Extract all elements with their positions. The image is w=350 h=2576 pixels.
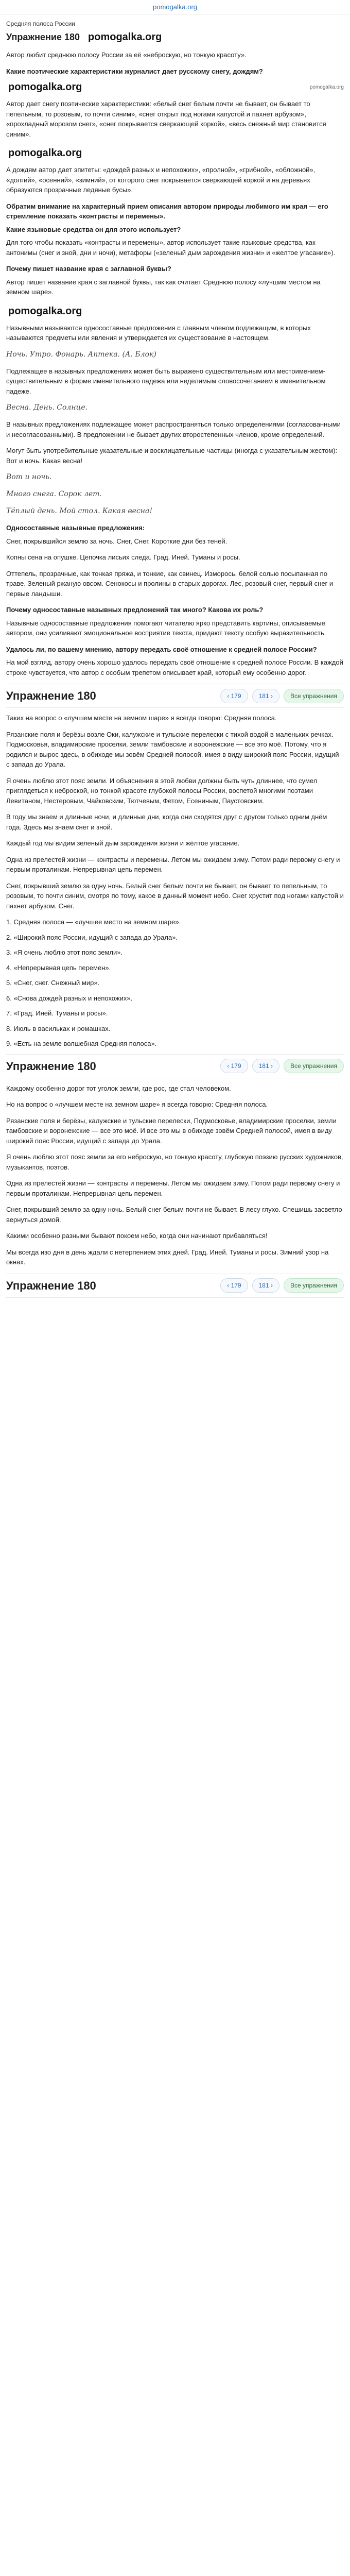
paragraph: Рязанские поля и берёзы, калужские и тульские перелески, Подмосковье, владимирские проселки, земли тамбовские и воронежские — все это моё. И все это мы в обиходе зовём Средней полосой, имея в виду широкий пояс России, идущий с запада до Урала.: [6, 1116, 337, 1145]
paragraph: Снег, покрывшийся землю за ночь. Снег, Снег. Короткие дни без теней.: [6, 537, 227, 545]
question: Удалось ли, по вашему мнению, автору передать своё отношение к средней полосе России?: [6, 645, 317, 653]
next-button[interactable]: [252, 1059, 279, 1073]
paragraph: Я очень люблю этот пояс земли. И объяснения в этой любви должны быть чуть длиннее, что сумел приглядеться к неброской, но тонкой красоте глубокой полосы России, воспетой многими поэтами Левитаном, Нестеровым, Чайковским, Тютчевым, Фетом, Есениным, Паустовским.: [6, 776, 318, 805]
next-button[interactable]: [252, 689, 279, 703]
paragraph: Одна из прелестей жизни — контрасты и перемены. Летом мы ожидаем зиму. Потом ради первому снегу и первым проталинам. Непрерывная цепь перемен.: [6, 855, 340, 873]
question: Почему односоставные назывных предложений так много? Какова их роль?: [6, 606, 264, 614]
question: Почему пишет название края с заглавной буквы?: [6, 265, 171, 273]
exercise-nav-label: Упражнение 180: [6, 1279, 96, 1292]
chevron-left-icon: ‹: [227, 1282, 230, 1289]
watermark: pomogalka.org: [8, 305, 82, 317]
all-exercises-button[interactable]: Все упражнения: [284, 689, 344, 703]
paragraph: Могут быть употребительные указательные и восклицательные частицы (иногда с указательным жестом): Вот и ночь. Какая весна!: [6, 447, 338, 465]
prev-label: 179: [231, 692, 241, 700]
question: Какие языковые средства он для этого использует?: [6, 225, 181, 233]
question: Односоставные назывные предложения:: [6, 524, 145, 532]
exercise-nav: [6, 1274, 344, 1298]
paragraph: Одна из прелестей жизни — контрасты и перемены. Летом мы ожидаем зиму. Потом ради первому снегу и первым проталинам. Непрерывная цепь перемен.: [6, 1179, 340, 1197]
chevron-left-icon: ‹: [227, 1062, 230, 1070]
next-button[interactable]: [252, 1278, 279, 1293]
example-phrase: Много снега. Сорок лет.: [6, 490, 102, 498]
list-item: 3. «Я очень люблю этот пояс земли».: [6, 948, 123, 956]
example-phrase: Весна. День. Солнце.: [6, 403, 88, 412]
paragraph: Какими особенно разными бывают покоем небо, когда они начинают прибавляться!: [6, 1232, 268, 1240]
watermark-small: pomogalka.org: [309, 84, 344, 90]
paragraph: Копны сена на опушке. Цепочка лисьих следа. Град. Иней. Туманы и росы.: [6, 553, 240, 561]
chevron-right-icon: ›: [270, 1062, 273, 1070]
paragraph: Для того чтобы показать «контрасты и перемены», автор использует такие языковые средства, как антонимы (снег и зной, дни и ночи), метафоры («зеленый дым зарождения жизни» и «желтое угасание»).: [6, 239, 336, 257]
paragraph: Назывными называются односоставные предложения с главным членом подлежащим, в которых называются предметы или явления и утверждается их существование в настоящем.: [6, 324, 311, 342]
chevron-left-icon: ‹: [227, 692, 230, 700]
paragraph: Но на вопрос о «лучшем месте на земном шаре» я всегда говорю: Средняя полоса.: [6, 1100, 268, 1108]
prev-label: 179: [231, 1282, 241, 1289]
paragraph: Автор дает снегу поэтические характеристики: «белый снег белым почти не бывает, он бывает то пепельным, то розовым, то почти синим», «снег открыт под ногами капустой и пахнет арбузом», «прохладный морозом снег», «снег покрывается сверкающей коркой», «весь снежный мир становится синим».: [6, 100, 326, 138]
watermark: pomogalka.org: [8, 81, 82, 93]
prev-button[interactable]: [220, 689, 248, 703]
exercise-nav: [6, 684, 344, 708]
paragraph: Мы всегда изо дня в день ждали с нетерпением этих дней. Град. Иней. Туманы и росы. Зимний узор на окнах.: [6, 1248, 329, 1266]
chevron-right-icon: ›: [270, 692, 273, 700]
paragraph: В назывных предложениях подлежащее может распространяться только определениями (согласованными и несогласованными). В предложении не бывает других второстепенных членов, кроме определений.: [6, 420, 341, 438]
paragraph: Снег, покрывший землю за одну ночь. Белый снег белым почти не бывает, он бывает то пепельным, то розовым, то почти синим, смотря по тому, какое в данный момент небо. Снег хрустит под ногами капустой и пахнет арбузом. Снег.: [6, 882, 344, 910]
list-item: 5. «Снег, снег. Снежный мир».: [6, 979, 100, 987]
pager: [220, 1278, 344, 1293]
paragraph: Каждому особенно дорог тот уголок земли, где рос, где стал человеком.: [6, 1084, 231, 1092]
exercise-nav-label: Упражнение 180: [6, 1059, 96, 1073]
watermark: pomogalka.org: [88, 31, 162, 43]
site-url[interactable]: pomogalka.org: [153, 3, 197, 11]
next-label: 181: [258, 1062, 269, 1070]
page-title: [6, 29, 344, 45]
prev-label: 179: [231, 1062, 241, 1070]
question: Какие поэтические характеристики журналист дает русскому снегу, дождям?: [6, 67, 263, 75]
watermark: pomogalka.org: [8, 147, 82, 159]
paragraph: Таких на вопрос о «лучшем месте на земном шаре» я всегда говорю: Средняя полоса.: [6, 714, 277, 722]
next-label: 181: [258, 692, 269, 700]
paragraph: Оттепель, прозрачные, как тонкая пряжа, и тонкие, как свинец. Изморось, белой солью посыпанная по траве. Зеленый ржаную овсом. Сенокосы и пролины в старых дорогах. Лес, розовый снег, первый снег и первые ландыши.: [6, 569, 334, 598]
page-title-text: Упражнение 180: [6, 31, 80, 42]
list-item: 9. «Есть на земле волшебная Средняя полоса».: [6, 1040, 157, 1047]
list-item: 2. «Широкий пояс России, идущий с запада до Урала».: [6, 933, 178, 941]
paragraph: На мой взгляд, автору очень хорошо удалось передать своё отношение к средней полосе России. В каждой строке чувствуется, что автор с особым трепетом описывает край, который ему особенно дорог.: [6, 658, 343, 676]
exercise-nav-label: Упражнение 180: [6, 689, 96, 702]
list-item: 7. «Град. Иней. Туманы и росы».: [6, 1009, 108, 1017]
list-item: 4. «Непрерывная цепь перемен».: [6, 963, 111, 972]
list-item: 6. «Снова дождей разных и непохожих».: [6, 994, 133, 1002]
paragraph: А дождям автор дает эпитеты: «дождей разных и непохожих», «пролной», «грибной», «обложной», «долгий», «осенний», «зимний», от которого снег покрывается сверкающей коркой и на деревьях образуются прозрачные ледяные бусы».: [6, 166, 316, 194]
watermark-row: [6, 79, 344, 95]
paragraph: Рязанские поля и берёзы возле Оки, калужские и тульские перелески с тихой водой в маленьких речках. Подмосковья, владимирские проселки, земли тамбовские и воронежские — все это моё. Потому, что я родился и вырос здесь, в обиходе мы зовём Средней полосой, имея в виду широкий пояс России, идущий с запада до Урала.: [6, 730, 339, 768]
list-item: 8. Июль в васильках и ромашках.: [6, 1024, 111, 1032]
next-label: 181: [258, 1282, 269, 1289]
paragraph: Автор пишет название края с заглавной буквы, так как считает Среднюю полосу «лучшим местом на земном шаре».: [6, 278, 321, 296]
list-item: 1. Средняя полоса — «лучшее место на земном шаре».: [6, 918, 181, 926]
paragraph: Автор любит среднюю полосу России за её «неброскую, но тонкую красоту».: [6, 51, 247, 59]
paragraph: Назывные односоставные предложения помогают читателю ярко представить картины, описываемые автором, они усиливают эмоциональное восприятие текста, придают тексту особую выразительность.: [6, 619, 326, 637]
all-exercises-button[interactable]: Все упражнения: [284, 1278, 344, 1293]
chevron-right-icon: ›: [270, 1282, 273, 1289]
paragraph: Подлежащее в назывных предложениях может быть выражено существительным или местоимением-существительным в форме именительного падежа или неделимым словосочетанием в именительном падеже.: [6, 367, 326, 395]
watermark-row: [6, 145, 344, 161]
example-phrase: Тёплый день. Мой стол. Какая весна!: [6, 507, 152, 515]
pager: [220, 689, 344, 703]
breadcrumb[interactable]: Средняя полоса России: [6, 20, 75, 27]
paragraph: Снег, покрывший землю за одну ночь. Белый снег белым почти не бывает. В лесу глухо. Спешишь засветло вернуться домой.: [6, 1206, 342, 1224]
all-exercises-button[interactable]: Все упражнения: [284, 1059, 344, 1073]
example-phrase: Ночь. Утро. Фонарь. Аптека. (А. Блок): [6, 350, 156, 359]
watermark-row: [6, 303, 344, 319]
prev-button[interactable]: [220, 1059, 248, 1073]
site-url-header[interactable]: [0, 0, 350, 15]
exercise-nav: [6, 1054, 344, 1078]
page-content: [0, 15, 350, 1298]
paragraph: Каждый год мы видим зеленый дым зарождения жизни и жёлтое угасание.: [6, 839, 240, 847]
question: Обратим внимание на характерный прием описания автором природы любимого им края — его стремление показать «контрасты и перемены».: [6, 202, 328, 220]
paragraph: В году мы знаем и длинные ночи, и длинные дни, когда они сходятся друг с другом только одним днём года. Здесь мы знаем снег и зной.: [6, 813, 327, 831]
paragraph: Я очень люблю этот пояс земли за его неброскую, но тонкую красоту, глубокую поэзию русских художников, музыкантов, поэтов.: [6, 1153, 343, 1171]
pager: [220, 1059, 344, 1073]
example-phrase: Вот и ночь.: [6, 473, 52, 481]
prev-button[interactable]: [220, 1278, 248, 1293]
